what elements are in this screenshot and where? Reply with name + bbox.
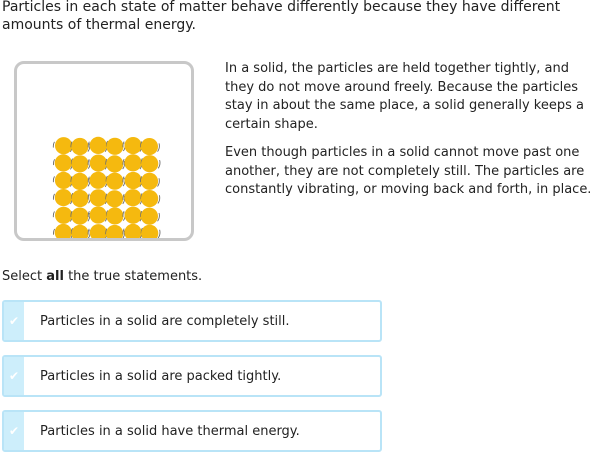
check-icon: ✔ [4,302,24,340]
particle [141,138,158,155]
choice-label: Particles in a solid have thermal energy. [40,423,300,439]
particle [124,224,141,238]
particle [90,206,107,223]
solid-particles-figure [14,61,194,241]
description-paragraph-1: In a solid, the particles are held together tightly, and they do not move around freely. Because the particles stay in about the same place, a solid generally keeps a certain shape. [225,61,584,132]
particle [90,172,107,189]
particle [71,138,88,155]
particle [124,189,141,206]
particle [90,189,107,206]
particle [55,207,72,224]
particle [55,189,72,206]
particle [141,190,158,207]
particle [125,207,142,224]
check-icon: ✔ [4,412,24,450]
particle [106,190,123,207]
particle [90,224,107,238]
particle [90,155,107,172]
particle [71,208,88,225]
choice-thermal-energy[interactable] [2,410,382,452]
particle [55,172,72,189]
particle [106,225,123,238]
particle [55,154,72,171]
particle [71,155,88,172]
choice-label: Particles in a solid are completely still. [40,313,290,329]
particle [71,225,88,238]
choice-completely-still[interactable] [2,300,382,342]
particle [141,173,158,190]
prompt-text-after: the true statements. [63,269,203,284]
particle [106,155,123,172]
particle [71,173,88,190]
choice-label: Particles in a solid are packed tightly. [40,368,282,384]
particle [55,137,72,154]
prompt-text-before: Select [2,269,47,284]
description-paragraph-2: Even though particles in a solid cannot move past one another, they are not completely still. The particles are constantly vibrating, or moving back and forth, in place. [225,145,592,197]
particle [125,172,142,189]
check-icon: ✔ [4,357,24,395]
particle [124,154,141,171]
particle [125,137,142,154]
particle [90,137,107,154]
intro-text: Particles in each state of matter behave differently because they have different amounts of thermal energy. [2,0,561,33]
particle [72,190,89,207]
particle [106,207,123,224]
particle [141,208,158,225]
particle [55,224,72,238]
particles-diagram [17,64,191,238]
particle [141,155,158,172]
question-prompt [2,268,202,286]
particle [141,225,158,238]
prompt-bold-text: all [46,269,64,284]
choice-packed-tightly[interactable] [2,355,382,397]
particle [106,173,123,190]
particle [106,138,123,155]
